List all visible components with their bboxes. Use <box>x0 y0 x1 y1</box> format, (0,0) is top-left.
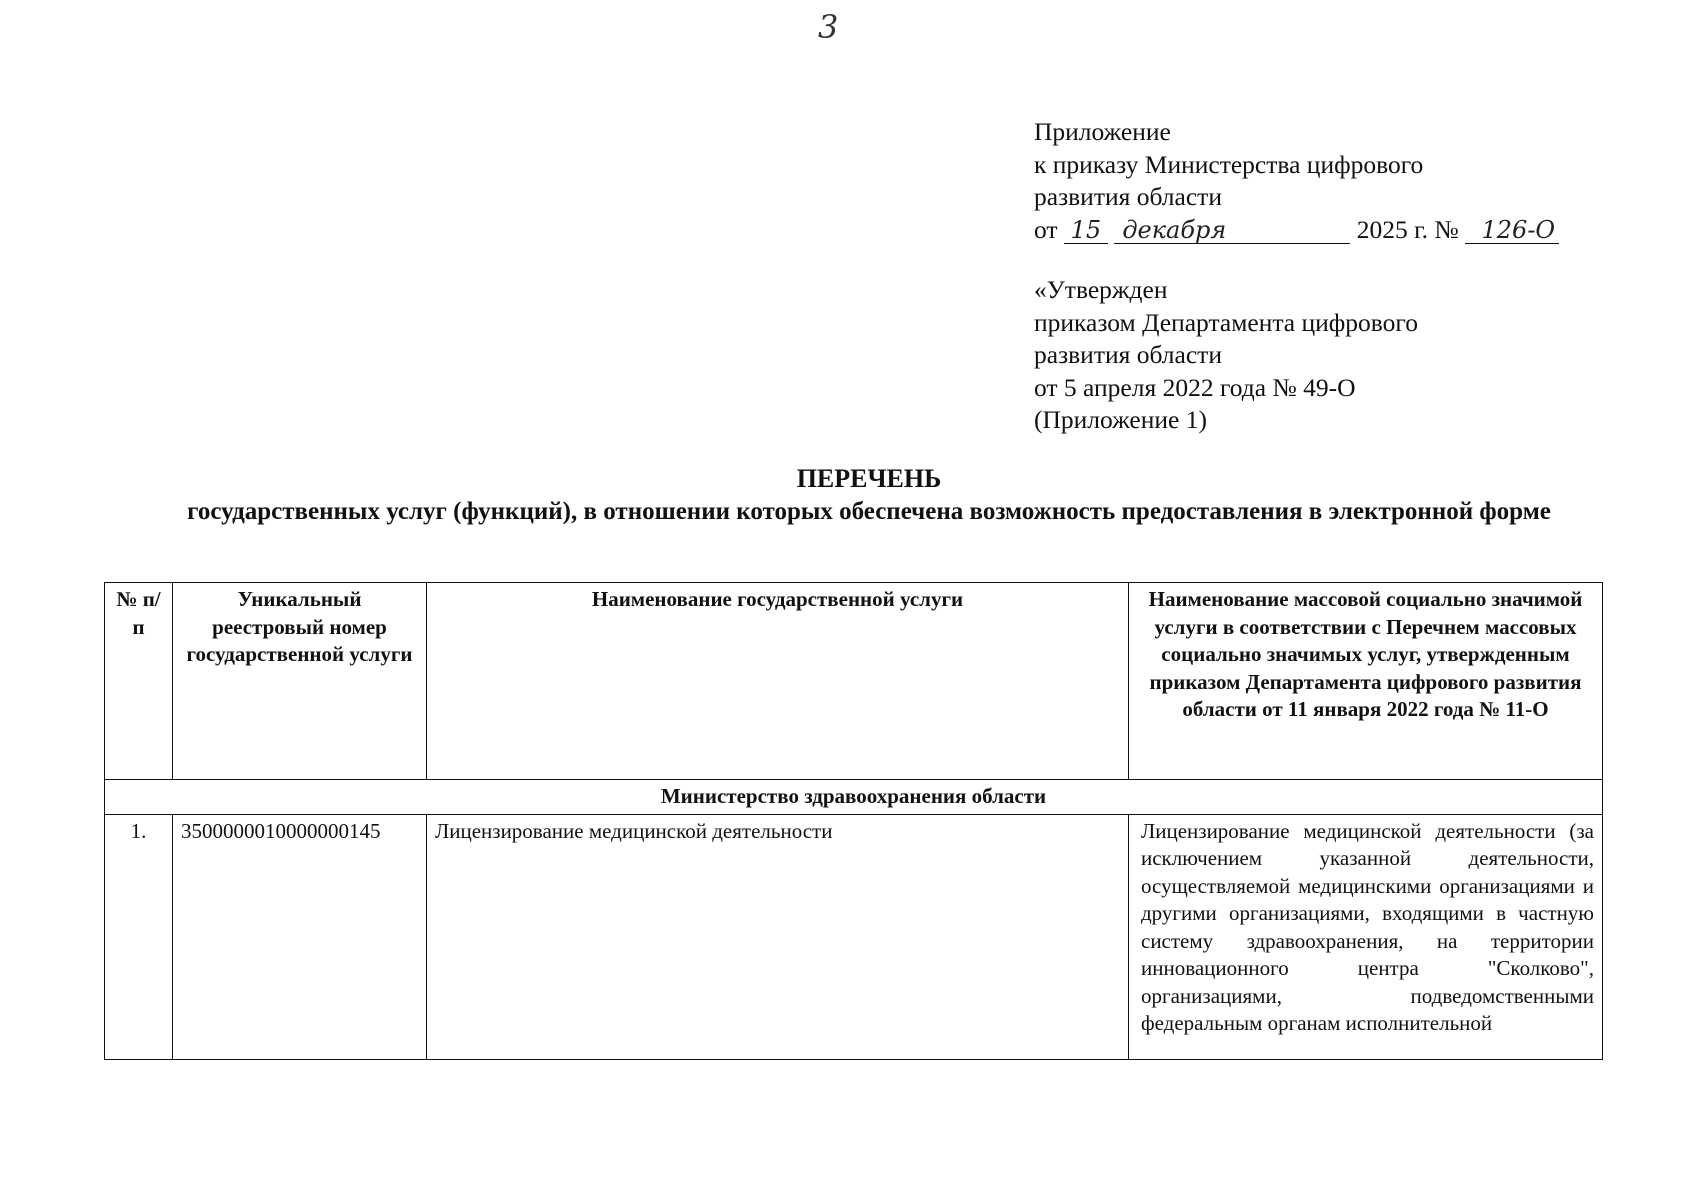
row-number: 1. <box>105 814 173 1059</box>
approved-line: приказом Департамента цифрового <box>1034 307 1418 337</box>
header-mass-service-name: Наименование массовой социально значимой услуги в соответствии с Перечнем массовых социально значимых услуг, утвержденным приказом Департамента цифрового развития области от 11 января 2022 года № 11-О <box>1129 583 1603 780</box>
handwritten-order-number: 126-О <box>1465 217 1559 244</box>
services-table <box>104 582 1603 1060</box>
header-number: № п/п <box>105 583 173 780</box>
approved-line: от 5 апреля 2022 года № 49-О <box>1034 372 1356 402</box>
header-service-name: Наименование государственной услуги <box>427 583 1129 780</box>
header-registry-number: Уникальный реестровый номер государственной услуги <box>173 583 427 780</box>
year-text: 2025 г. № <box>1356 214 1459 244</box>
from-prefix: от <box>1034 214 1058 244</box>
page-number: 3 <box>818 8 839 46</box>
appendix-line: Приложение <box>1034 117 1171 146</box>
order-date-line <box>1034 214 1559 247</box>
table-row <box>105 814 1603 1059</box>
title-subtitle: государственных услуг (функций), в отношении которых обеспечена возможность предоставления в электронной форме <box>187 498 1551 525</box>
table-header-row <box>105 583 1603 780</box>
row-mass-service-name: Лицензирование медицинской деятельности (за исключением указанной деятельности, осуществляемой медицинскими организациями и другими организациями, входящими в частную систему здравоохранения, на территории инновационного центра "Сколково", организациями, подведомственными федеральным органам исполнительной <box>1129 814 1603 1059</box>
handwritten-month: декабря <box>1114 217 1350 244</box>
handwritten-day: 15 <box>1064 217 1108 244</box>
section-row <box>105 780 1603 815</box>
approved-line: (Приложение 1) <box>1034 405 1207 434</box>
title-main: ПЕРЕЧЕНЬ <box>796 464 942 493</box>
row-service-name: Лицензирование медицинской деятельности <box>427 814 1129 1059</box>
document-title <box>104 462 1634 528</box>
section-title: Министерство здравоохранения области <box>105 780 1603 815</box>
appendix-line: к приказу Министерства цифрового <box>1034 149 1424 179</box>
approved-line: «Утвержден <box>1034 275 1168 304</box>
appendix-block <box>1034 116 1559 437</box>
appendix-line: развития области <box>1034 182 1222 211</box>
approved-line: развития области <box>1034 340 1222 369</box>
row-registry-number: 3500000010000000145 <box>173 814 427 1059</box>
